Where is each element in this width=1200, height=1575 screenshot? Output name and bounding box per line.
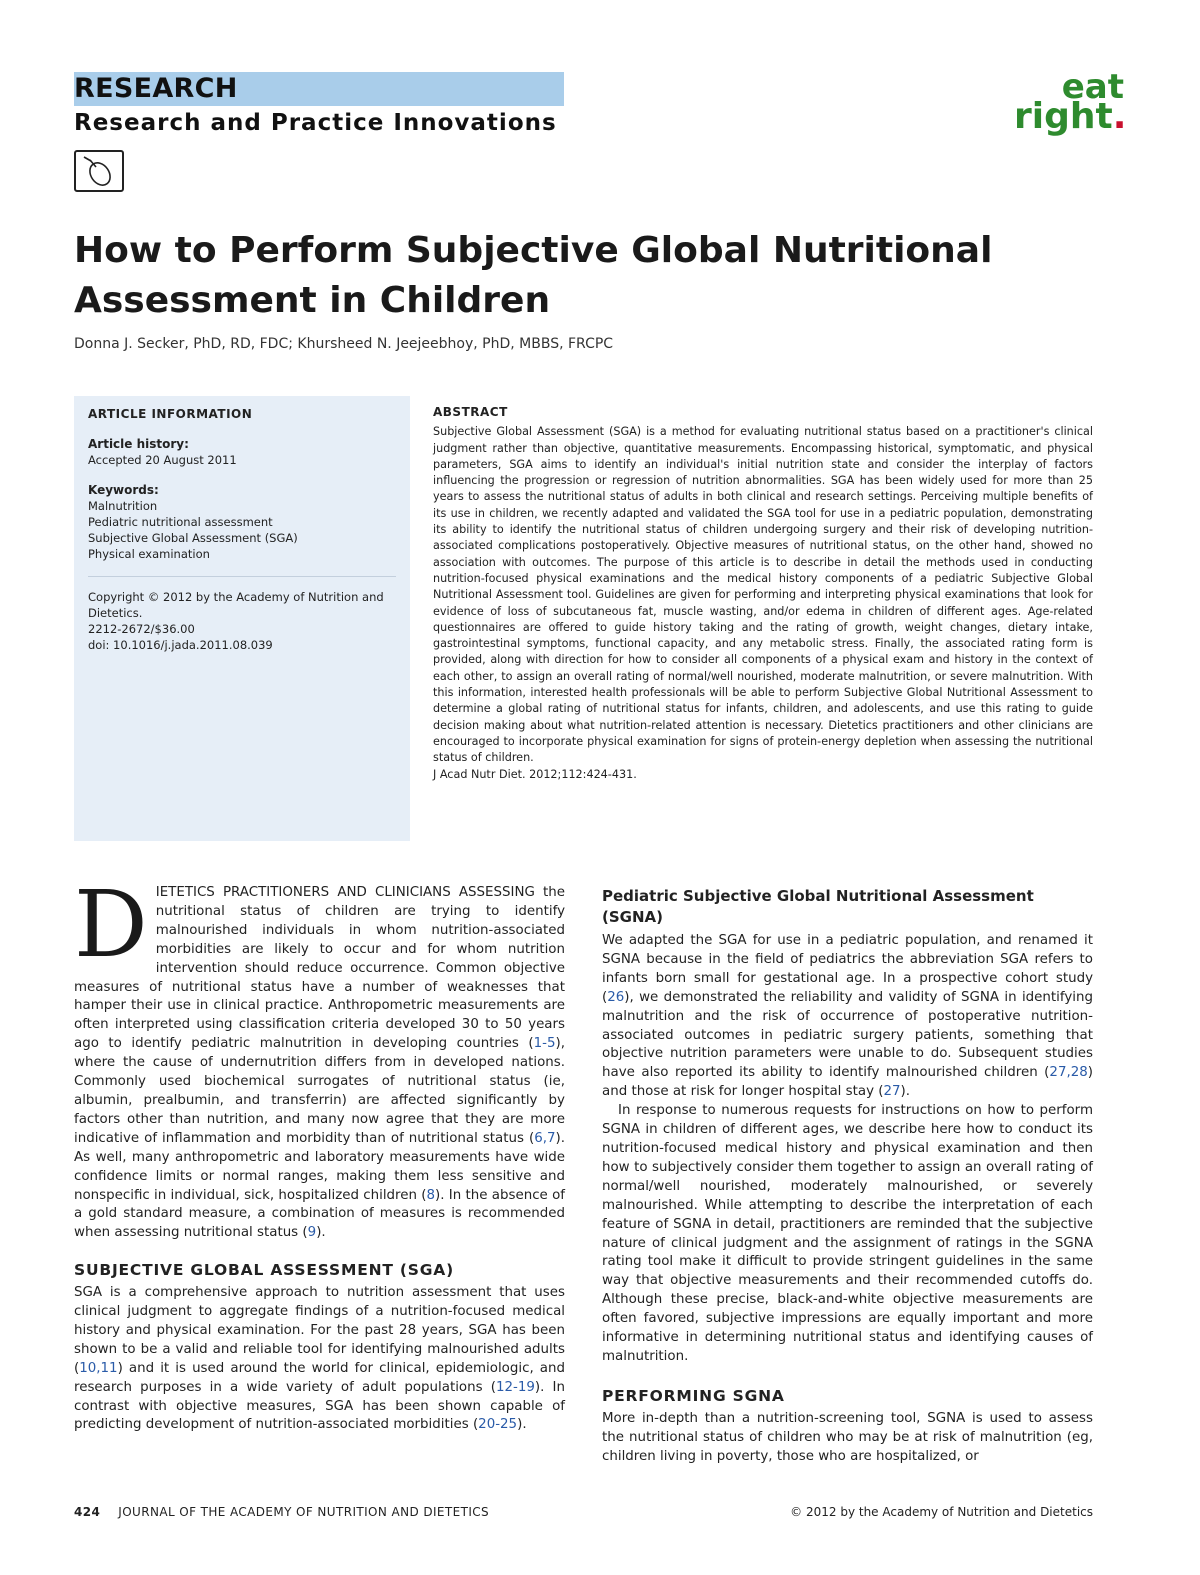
sgna-paragraph-2: In response to numerous requests for instructions on how to perform SGNA in children of different ages, we describe here how to conduct its nutrition-focused medical history and physical examination and then how to subjectively consider them together to assign an overall rating of normal/well nourished, moderately malnourished, or severely malnourished. While attempting to describe the interpretation of each feature of SGNA in detail, practitioners are reminded that the subjective nature of clinical judgment and the assignment of ratings in the SGNA rating tool make it difficult to provide stringent guidelines in the same way that objective measurements and their recommended cutoffs do. Although these precise, black-and-white objective measurements are often favored, subjective impressions are equally important and more informative in determining nutritional status and identifying causes of malnutrition.: [602, 1103, 1093, 1364]
eat-right-logo: eat right.: [1014, 67, 1127, 137]
mouse-pointer-icon: [74, 150, 124, 192]
body-column-right: [602, 886, 1093, 1466]
keyword: Malnutrition: [88, 499, 158, 513]
section-heading-sgna: Pediatric Subjective Global Nutritional Assessment (SGNA): [602, 887, 1034, 926]
reference-link[interactable]: 1-5: [533, 1036, 556, 1052]
copyright-note: Copyright © 2012 by the Academy of Nutrition and Dietetics.: [88, 590, 384, 620]
abstract: [433, 404, 1093, 783]
reference-link[interactable]: 9: [307, 1225, 317, 1241]
reference-link[interactable]: 8: [426, 1187, 436, 1203]
abstract-citation: J Acad Nutr Diet. 2012;112:424-431.: [433, 767, 637, 781]
footer-copyright: © 2012 by the Academy of Nutrition and Dietetics: [790, 1505, 1093, 1519]
body-column-left: [74, 871, 565, 1435]
article-info-box: [74, 396, 410, 841]
section-label: Research and Practice Innovations: [74, 110, 557, 136]
journal-name: JOURNAL OF THE ACADEMY OF NUTRITION AND DIETETICS: [118, 1505, 490, 1519]
doi[interactable]: doi: 10.1016/j.jada.2011.08.039: [88, 638, 273, 652]
keywords-label: Keywords:: [88, 483, 159, 497]
reference-link[interactable]: 12-19: [495, 1379, 535, 1395]
footer-journal: [74, 1505, 489, 1519]
keyword: Physical examination: [88, 547, 210, 561]
section-heading-sga: SUBJECTIVE GLOBAL ASSESSMENT (SGA): [74, 1261, 454, 1280]
reference-link[interactable]: 20-25: [478, 1417, 518, 1433]
research-label: RESEARCH: [74, 73, 238, 104]
drop-cap: D: [74, 871, 148, 978]
intro-caps: IETETICS PRACTITIONERS AND CLINICIANS ASSESSING: [155, 885, 535, 900]
article-authors: Donna J. Secker, PhD, RD, FDC; Khursheed N. Jeejeebhoy, PhD, MBBS, FRCPC: [74, 336, 614, 352]
page-number: 424: [74, 1505, 101, 1519]
reference-link[interactable]: 27: [883, 1084, 901, 1100]
reference-link[interactable]: 6,7: [534, 1130, 556, 1146]
section-heading-performing: PERFORMING SGNA: [602, 1386, 785, 1405]
abstract-heading: ABSTRACT: [433, 405, 508, 419]
issn: 2212-2672/$36.00: [88, 622, 195, 636]
reference-link[interactable]: 10,11: [79, 1360, 118, 1376]
sgna-paragraph: We adapted the SGA for use in a pediatric population, and renamed it SGNA because in the field of pediatrics the abbreviation SGA refers to infants born small for gestational age. In a prospective cohort study (26), we demonstrated the reliability and validity of SGNA in identifying malnutrition and the risk of occurrence of postoperative nutrition-associated outcomes in pediatric surgery patients, something that objective nutrition parameters were unable to do. Subsequent studies have also reported its ability to identify malnourished children (27,28) and those at risk for longer hospital stay (27).: [602, 933, 1093, 1100]
history-value: Accepted 20 August 2011: [88, 453, 237, 467]
intro-paragraph: DIETETICS PRACTITIONERS AND CLINICIANS ASSESSING the nutritional status of children are trying to identify malnourished individuals in whom nutrition-associated morbidities are likely to occur and for whom nutrition intervention should reduce occurrence. Common objective measures of nutritional status have a number of weaknesses that hamper their use in clinical practice. Anthropometric measurements are often interpreted using classification criteria developed 30 to 50 years ago to identify pediatric malnutrition in developing countries (1-5), where the cause of undernutrition differs from in developed nations. Commonly used biochemical surrogates of nutritional status (ie, albumin, prealbumin, and transferrin) are affected significantly by factors other than nutrition, and many now agree that they are more indicative of inflammation and morbidity than of nutritional status (6,7). As well, many anthropometric and laboratory measurements have wide confidence limits or normal ranges, making them less sensitive and nonspecific in individual, sick, hospitalized children (8). In the absence of a gold standard measure, a combination of measures is recommended when assessing nutritional status (9).: [74, 871, 565, 1241]
info-heading: ARTICLE INFORMATION: [88, 407, 253, 421]
abstract-text: Subjective Global Assessment (SGA) is a method for evaluating nutritional status based on a practitioner's clinical judgment rather than objective, quantitative measurements. Encompassing historical, symptomatic, and physical parameters, SGA aims to identify an individual's initial nutrition state and consider the interplay of factors influencing the progression or regression of nutrition abnormalities. SGA has been widely used for more than 25 years to assess the nutritional status of adults in both clinical and research settings. Perceiving multiple benefits of its use in children, we recently adapted and validated the SGA tool for use in a pediatric population, demonstrating its ability to identify the nutritional status of children undergoing surgery and their risk of developing nutrition-associated complications postoperatively. Objective measures of nutritional status, on the other hand, showed no association with outcomes. The purpose of this article is to describe in detail the methods used in conducting nutrition-focused physical examinations and the medical history components of a pediatric Subjective Global Nutritional Assessment tool. Guidelines are given for performing and interpreting physical examinations that look for evidence of loss of subcutaneous fat, muscle wasting, and/or edema in children of different ages. Age-related questionnaires are offered to guide history taking and the rating of growth, weight changes, dietary intake, gastrointestinal symptoms, functional capacity, and any metabolic stress. Finally, the associated rating form is provided, along with direction for how to consider all components of a physical exam and history in the context of each other, to assign an overall rating of normal/well nourished, moderate malnutrition, or severe malnutrition. With this information, interested health professionals will be able to perform Subjective Global Nutritional Assessment to determine a global rating of nutritional status for infants, children, and adolescents, and use this rating to guide decision making about what nutrition-related attention is necessary. Dietetics practitioners and other clinicians are encouraged to incorporate physical examination for signs of protein-energy depletion when assessing the nutritional status of children.: [433, 425, 1093, 765]
keyword: Subjective Global Assessment (SGA): [88, 531, 298, 545]
info-divider: [88, 576, 396, 577]
reference-link[interactable]: 26: [607, 989, 625, 1005]
performing-paragraph: More in-depth than a nutrition-screening tool, SGNA is used to assess the nutritional status of children who may be at risk of malnutrition (eg, children living in poverty, those who are hospitalized, or: [602, 1410, 1093, 1464]
reference-link[interactable]: 27,28: [1049, 1065, 1088, 1081]
keyword: Pediatric nutritional assessment: [88, 515, 273, 529]
history-label: Article history:: [88, 437, 189, 451]
article-title: How to Perform Subjective Global Nutritional Assessment in Children: [74, 230, 993, 321]
sga-paragraph: SGA is a comprehensive approach to nutrition assessment that uses clinical judgment to aggregate findings of a nutrition-focused medical history and physical examination. For the past 28 years, SGA has been shown to be a valid and reliable tool for identifying malnourished adults (10,11) and it is used around the world for clinical, epidemiologic, and research purposes in a wide variety of adult populations (12-19). In contrast with objective measures, SGA has been shown capable of predicting development of nutrition-associated morbidities (20-25).: [74, 1285, 565, 1433]
